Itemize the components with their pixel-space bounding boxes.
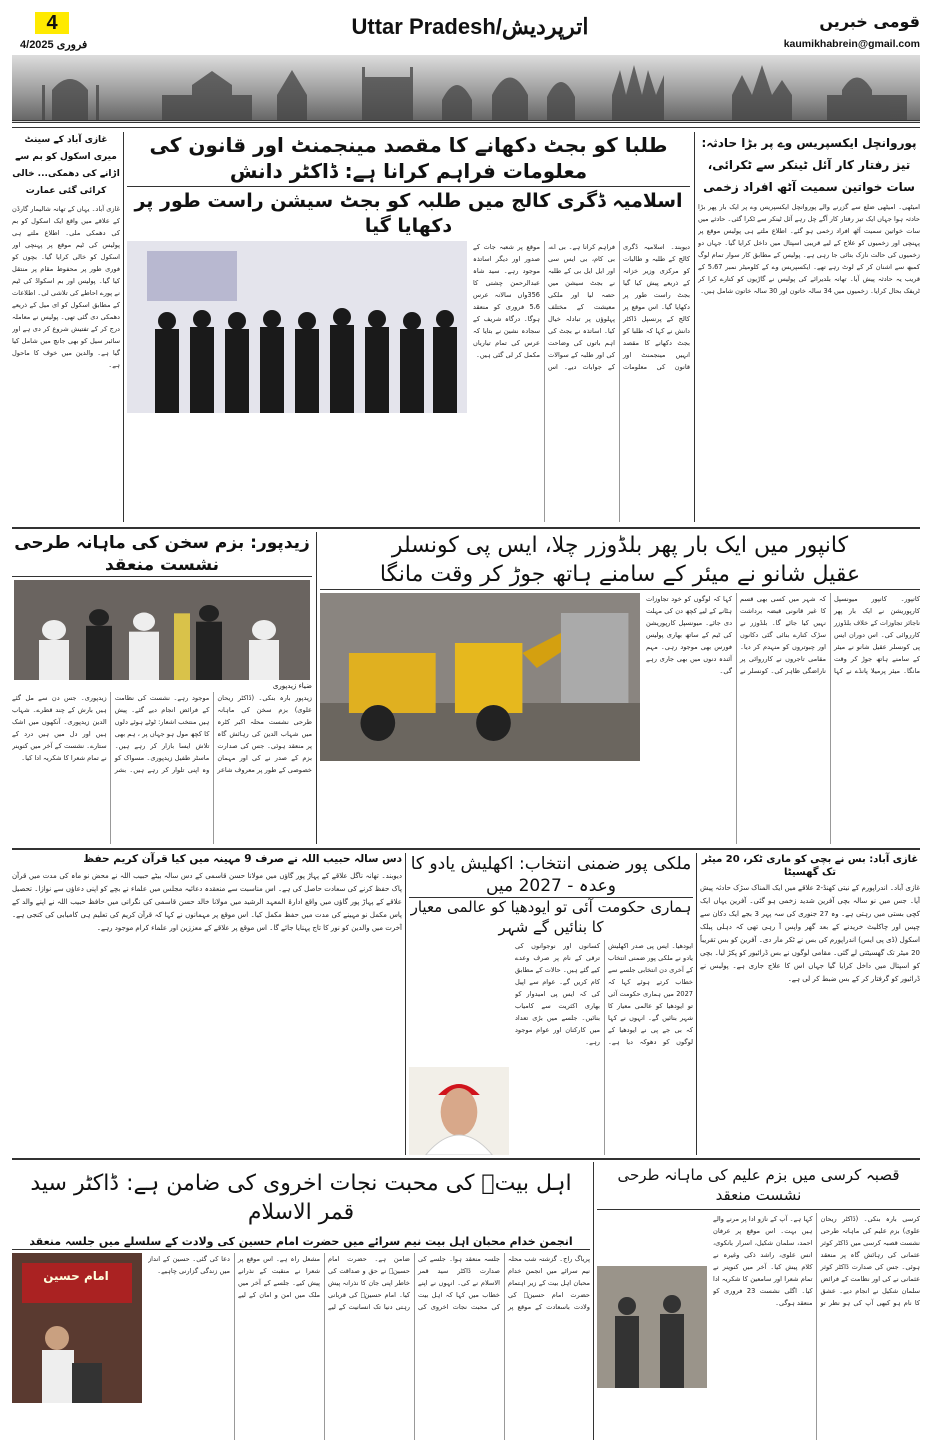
article-subheadline: عقیل شانو نے میئر کے سامنے ہاتھ جوڑ کر وقت مانگا — [379, 561, 861, 587]
article-ahle-bait — [12, 1162, 590, 1440]
article-headline: دس سالہ حبیب اللہ نے صرف 9 مہینہ میں کیا قرآن کریم حفظ — [83, 853, 402, 865]
article-headline: قصبہ کرسی میں بزم علیم کی ماہانہ طرحی نشست منعقد — [617, 1166, 900, 1204]
article-headline: زیدپور: بزم سخن کی ماہانہ طرحی نشست منعقد — [14, 533, 310, 576]
zaidpur-gathering-photo — [14, 580, 310, 680]
budget-session-photo — [127, 241, 467, 413]
article-body: ایودھیا۔ ایس پی صدر اکھلیش یادو نے ملکی پور ضمنی انتخاب کے آخری دن انتخابی جلسے سے خطاب کرتے ہوئے کہا کہ 2027 میں ہماری حکومت آئی تو ایودھیا کو عالمی معیار کا شہر بنائیں گے۔ انہوں نے کہا کہ بی جے پی نے ایودھیا کے لوگوں کو دھوکہ دیا ہے۔ کسانوں اور نوجوانوں کی ترقی کے نام پر صرف وعدے کیے گئے ہیں۔ حالات کے مطابق کام کریں گے۔ عوام سے اپیل کی کہ ایس پی امیدوار کو بھاری اکثریت سے کامیاب بنائیں۔ جلسے میں بڑی تعداد میں کارکنان اور عوام موجود رہے۔ — [515, 942, 693, 1047]
article-headline: کانپور میں ایک بار پھر بلڈوزر چلا، ایس پی کونسلر — [391, 533, 849, 558]
article-akhilesh-ayodhya — [409, 853, 693, 1155]
article-headline: ملکی پور ضمنی انتخاب: اکھلیش یادو کا وعدہ - 2027 میں — [410, 854, 692, 897]
article-body: دیوبند۔ تھانہ ناگل علاقے کے پہاڑ پور گاؤں میں مولانا حسن قاسمی کے دس سالہ بیٹے حبیب اللہ نے محض نو ماہ کی مدت میں قرآن پاک حفظ کرنے کی سعادت حاصل کی ہے۔ اس مناسبت سے منعقدہ دعائیہ مجلس میں علماء نے بچے کو اپنی دعاؤں سے نوازا۔ تحصیل علاقے کے پہاڑ پور گاؤں میں واقع ادارۃ المعہد الرشید میں مولانا خالد حسن قاسمی کی نگرانی میں حافظ حبیب اللہ نے اپنے والد کے پاس مکمل نو مہینے کی مدت میں حفظ مکمل کیا۔ اس موقع پر مہمانوں نے کہا کہ قرآن کریم کی تعلیم ہی کامیابی کی کنجی ہے۔ آخرت میں والدین کو نور کا تاج پہنایا جائے گا۔ اس موقع پر علاقے کے معززین اور علماء کرام موجود رہے۔ — [12, 871, 402, 932]
article-expressway-accident — [698, 132, 920, 522]
article-headline: طلبا کو بجٹ دکھانے کا مقصد مینجمنٹ اور قانون کی معلومات فراہم کرانا ہے: ڈاکٹر دانش — [149, 133, 668, 183]
article-habibullah-hifz — [12, 853, 402, 1155]
article-body: دیوبند۔ اسلامیہ ڈگری کالج کے طلبہ و طالبات کو مرکزی وزیر خزانہ کے ذریعے پیش کیا گیا بجٹ راست طور پر دکھایا گیا۔ اس موقع پر کالج کے پرنسپل ڈاکٹر دانش نے کہا کہ طلبا کو بجٹ دکھانے کا مقصد انہیں مینجمنٹ اور قانون کی معلومات فراہم کرانا ہے۔ بی اے، بی کام، بی ایس سی اور ایل ایل بی کے طلبہ نے بجٹ سیشن میں حصہ لیا اور ملکی معیشت کے مختلف پہلوؤں پر تبادلہ خیال کیا۔ اساتذہ نے بجٹ کی اہم باتوں کی وضاحت کی اور طلبہ کے سوالات کے جوابات دیے۔ اس موقع پر شعبہ جات کے صدور اور دیگر اساتذہ موجود رہے۔ سید شاہ عبدالرحمن چشتی کا 356واں سالانہ عرس 5،6 فروری کو منعقد ہوگا۔ درگاہ شریف کے سجادہ نشین نے بتایا کہ عرس کی تمام تیاریاں مکمل کر لی گئی ہیں۔ — [473, 243, 690, 372]
article-kursi-nashist — [597, 1162, 920, 1440]
article-headline: اہل بیتؑ کی محبت نجات اخروی کی ضامن ہے: ڈاکٹر سید قمر الاسلام — [30, 1171, 572, 1225]
article-body: کانپور۔ کانپور میونسپل کارپوریشن نے ایک بار پھر ناجائز تجاوزات کے خلاف بلڈوزر کارروائی کی۔ اس دوران ایس پی کونسلر عقیل شانو نے میئر کے سامنے ہاتھ جوڑ کر وقت مانگا۔ میئر پرمیلا پانڈے نے کہا کہ شہر میں کسی بھی قسم کا غیر قانونی قبضہ برداشت نہیں کیا جائے گا۔ بلڈوزر نے سڑک کنارے بنائی گئی دکانوں اور چبوتروں کو منہدم کر دیا۔ مقامی تاجروں نے کارروائی پر ناراضگی ظاہر کی۔ کونسلر نے کہا کہ لوگوں کو خود تجاوزات ہٹانے کے لیے کچھ دن کی مہلت دی جائے۔ میونسپل کارپوریشن کی ٹیم کے ساتھ بھاری پولیس فورس بھی موجود رہی۔ مہم آئندہ دنوں میں بھی جاری رہے گی۔ — [646, 595, 920, 676]
article-headline: غازی آباد کے سینٹ میری اسکول کو بم سے اڑانے کی دھمکی... خالی کرائی گئی عمارت — [12, 135, 120, 196]
contact-email: kaumikhabrein@gmail.com — [783, 38, 920, 50]
newspaper-logo: قومی خبریں — [819, 12, 920, 31]
article-zaidpur — [12, 532, 312, 844]
article-subheadline: انجمن خدام محبان اہل بیت نیم سرائے میں حضرت امام حسین کی ولادت کے سلسلے میں جلسہ منعقد — [29, 1235, 573, 1249]
article-body: امیٹھی۔ امیٹھی ضلع سے گزرنے والے پوروانچل ایکسپریس وے پر ایک بار پھر بڑا حادثہ ہوا جہاں ایک تیز رفتار کار آگے چل رہے آئل ٹینکر سے ٹکرا گئی۔ حادثے میں سات خواتین سمیت آٹھ افراد زخمی ہو گئے۔ اطلاع ملتے ہی پولیس موقع پر پہنچی اور زخمیوں کو علاج کے لیے قریبی اسپتال میں داخل کرایا گیا۔ جہاں دو زخمیوں کی حالت نازک بتائی جا رہی ہے۔ پولیس کے مطابق کار سوار تمام لوگ کمبھ سے اشنان کر کے لوٹ رہے تھے۔ ایکسپریس وے کے کلومیٹر نمبر 5،67 کے قریب یہ حادثہ پیش آیا۔ تھانہ بلدیرائے کی پولیس نے گاڑیوں کو کنارے کرا کر ٹریفک بحال کرایا۔ زخمیوں میں 34 سالہ خاتون اور 30 سالہ خاتون شامل ہیں۔ — [698, 203, 920, 295]
article-subheadline: ہماری حکومت آئی تو ایودھیا کو عالمی معیار کا بنائیں گے شہر — [410, 898, 692, 936]
page-number: 4 — [35, 12, 69, 34]
article-body: پریاگ راج۔ گزشتہ شب محلہ نیم سرائے میں انجمن خدام محبان اہل بیت کے زیر اہتمام حضرت امام حسینؑ کی ولادت باسعادت کے موقع پر جلسہ منعقد ہوا۔ جلسے کی صدارت ڈاکٹر سید قمر الاسلام نے کی۔ انہوں نے اپنے خطاب میں کہا کہ اہل بیت کی محبت نجات اخروی کی ضامن ہے۔ حضرت امام حسینؑ نے حق و صداقت کی خاطر اپنی جان کا نذرانہ پیش کیا۔ امام حسینؑ کی قربانی رہتی دنیا تک انسانیت کے لیے مشعل راہ ہے۔ اس موقع پر شعرا نے منقبت کے نذرانے پیش کیے۔ جلسے کے آخر میں ملک میں امن و امان کے لیے دعا کی گئی۔ حسین کے انداز میں زندگی گزارنی چاہیے۔ — [148, 1255, 590, 1312]
article-headline: غازی آباد: بس نے بچی کو ماری ٹکر، 20 میٹر تک گھسیٹا — [701, 854, 919, 878]
article-body: کرسی بارہ بنکی۔ (ڈاکٹر ریحان علوی) بزم علیم کی ماہانہ طرحی نشست قصبہ کرسی میں ڈاکٹر کوثر عثمانی کی رہائش گاہ پر منعقد ہوئی۔ جس کی صدارت ڈاکٹر کوثر عثمانی نے کی اور نظامت کے فرائض سلمان شکیل نے انجام دیے۔ عشق کا نام ہو کبھی آپ کی ہو نظر تو کہا ہے۔ آپ کے نازو ادا پر مرنے والے ہیں بہت۔ اس موقع پر عرفان احمد، سلمان شکیل، اسرار بانکوی، انس علوی، راشد ذکی وغیرہ نے کلام پیش کیا۔ آخر میں کنوینر نے تمام شعرا اور سامعین کا شکریہ ادا کیا۔ اگلی نشست 23 فروری کو منعقد ہوگی۔ — [713, 1215, 920, 1307]
article-body: زیدپور بارہ بنکی۔ (ڈاکٹر ریحان علوی) بزم سخن کی ماہانہ طرحی نشست محلہ اکبر کٹرہ میں شہاب الدین کی رہائش گاہ پر منعقد ہوئی۔ جس کی صدارت بزم کے صدر نے کی اور مہمان خصوصی کے طور پر معروف شاعر موجود رہے۔ نشست کی نظامت کے فرائض انجام دیے گئے۔ پیش ہیں منتخب اشعار: ٹوٹے ہوئے دلوں کا کچھ مول ہو جہاں پر ، ہم بھی تلاش ایسا بازار کر رہے ہیں۔ ماسٹر طفیل زیدپوری۔ مسواک کو وہ اپنی تلوار کر رہے ہیں۔ بشر زیدپوری۔ جس دن سے مل گئے ہیں بارش کے چند قطرے۔ شہاب الدین زیدپوری۔ آنکھوں میں اشک ہیں اور دل میں ہیں درد کے ستارے۔ نشست کے آخر میں کنوینر نے تمام شعرا کا شکریہ ادا کیا۔ — [12, 694, 312, 775]
article-headline: پوروانچل ایکسپریس وے پر بڑا حادثہ: تیز رفتار کار آئل ٹینکر سے ٹکرائی، سات خواتین سمیت آٹھ افراد زخمی — [701, 136, 917, 194]
article-subheadline: اسلامیہ ڈگری کالج میں طلبہ کو بجٹ سیشن راست طور پر دکھایا گیا — [134, 190, 683, 237]
bulldozer-photo — [320, 593, 640, 761]
banner-text: امام حسین — [43, 1269, 109, 1284]
section-title: Uttar Pradesh/اترپردیش — [351, 14, 589, 39]
issue-date: 4/فروری 2025 — [20, 39, 88, 51]
article-budget-session — [127, 132, 690, 522]
article-body: غازی آباد۔ اندراپورم کے نیتی کھنڈ-2 علاقے میں ایک المناک سڑک حادثہ پیش آیا۔ جس میں نو سالہ بچی آفرین شدید زخمی ہو گئی۔ آفرین یہاں ایک کچی بستی میں رہتی ہے۔ وہ 27 جنوری کی سہ پہر 3 بجے ایک دکان سے چپس اور چاکلیٹ خریدنے کے بعد گھر واپس آ رہی تھی کہ دہلی پبلک اسکول (ڈی پی ایس) اندراپورم کی بس نے ٹکر مار دی۔ آفرین کو بس تقریباً 20 میٹر تک گھسیٹتی لے گئی۔ مقامی لوگوں نے بس ڈرائیور کو پکڑ لیا۔ بچی کو اسپتال میں داخل کرایا گیا جہاں اس کا علاج جاری ہے۔ پولیس نے ڈرائیور کو گرفتار کر کے بس ضبط کر لی ہے۔ — [700, 884, 920, 983]
monuments-banner — [12, 55, 920, 123]
kursi-poets-photo — [597, 1266, 707, 1388]
jalsa-speaker-photo — [12, 1253, 142, 1403]
photo-caption: ضیاء زیدپوری — [272, 682, 312, 691]
article-body: غازی آباد۔ یہاں کے تھانہ شالیمار گارڈن کے علاقے میں واقع ایک اسکول کو بم کی دھمکی ملی۔ اطلاع ملتے ہی پولیس کی ٹیم موقع پر پہنچی اور اسکول کو خالی کرایا گیا۔ بچوں کو فوری طور پر محفوظ مقام پر منتقل کیا گیا۔ پولیس اور بم اسکواڈ کی ٹیم نے پورے احاطے کی تلاشی لی۔ اطلاعات کے مطابق اسکول کو ای میل کے ذریعے دھمکی دی گئی تھی۔ پولیس نے معاملہ درج کر کے تفتیش شروع کر دی ہے اور سائبر سیل کو بھی جانچ میں شامل کیا گیا ہے۔ والدین میں خوف کا ماحول ہے۔ — [12, 205, 120, 369]
article-ghazipur-bus — [700, 853, 920, 1155]
monuments-skyline-icon — [12, 55, 920, 123]
akhilesh-yadav-photo — [409, 1067, 509, 1155]
article-kanpur-bulldozer — [320, 532, 920, 844]
article-ghazipur-school — [12, 132, 120, 522]
